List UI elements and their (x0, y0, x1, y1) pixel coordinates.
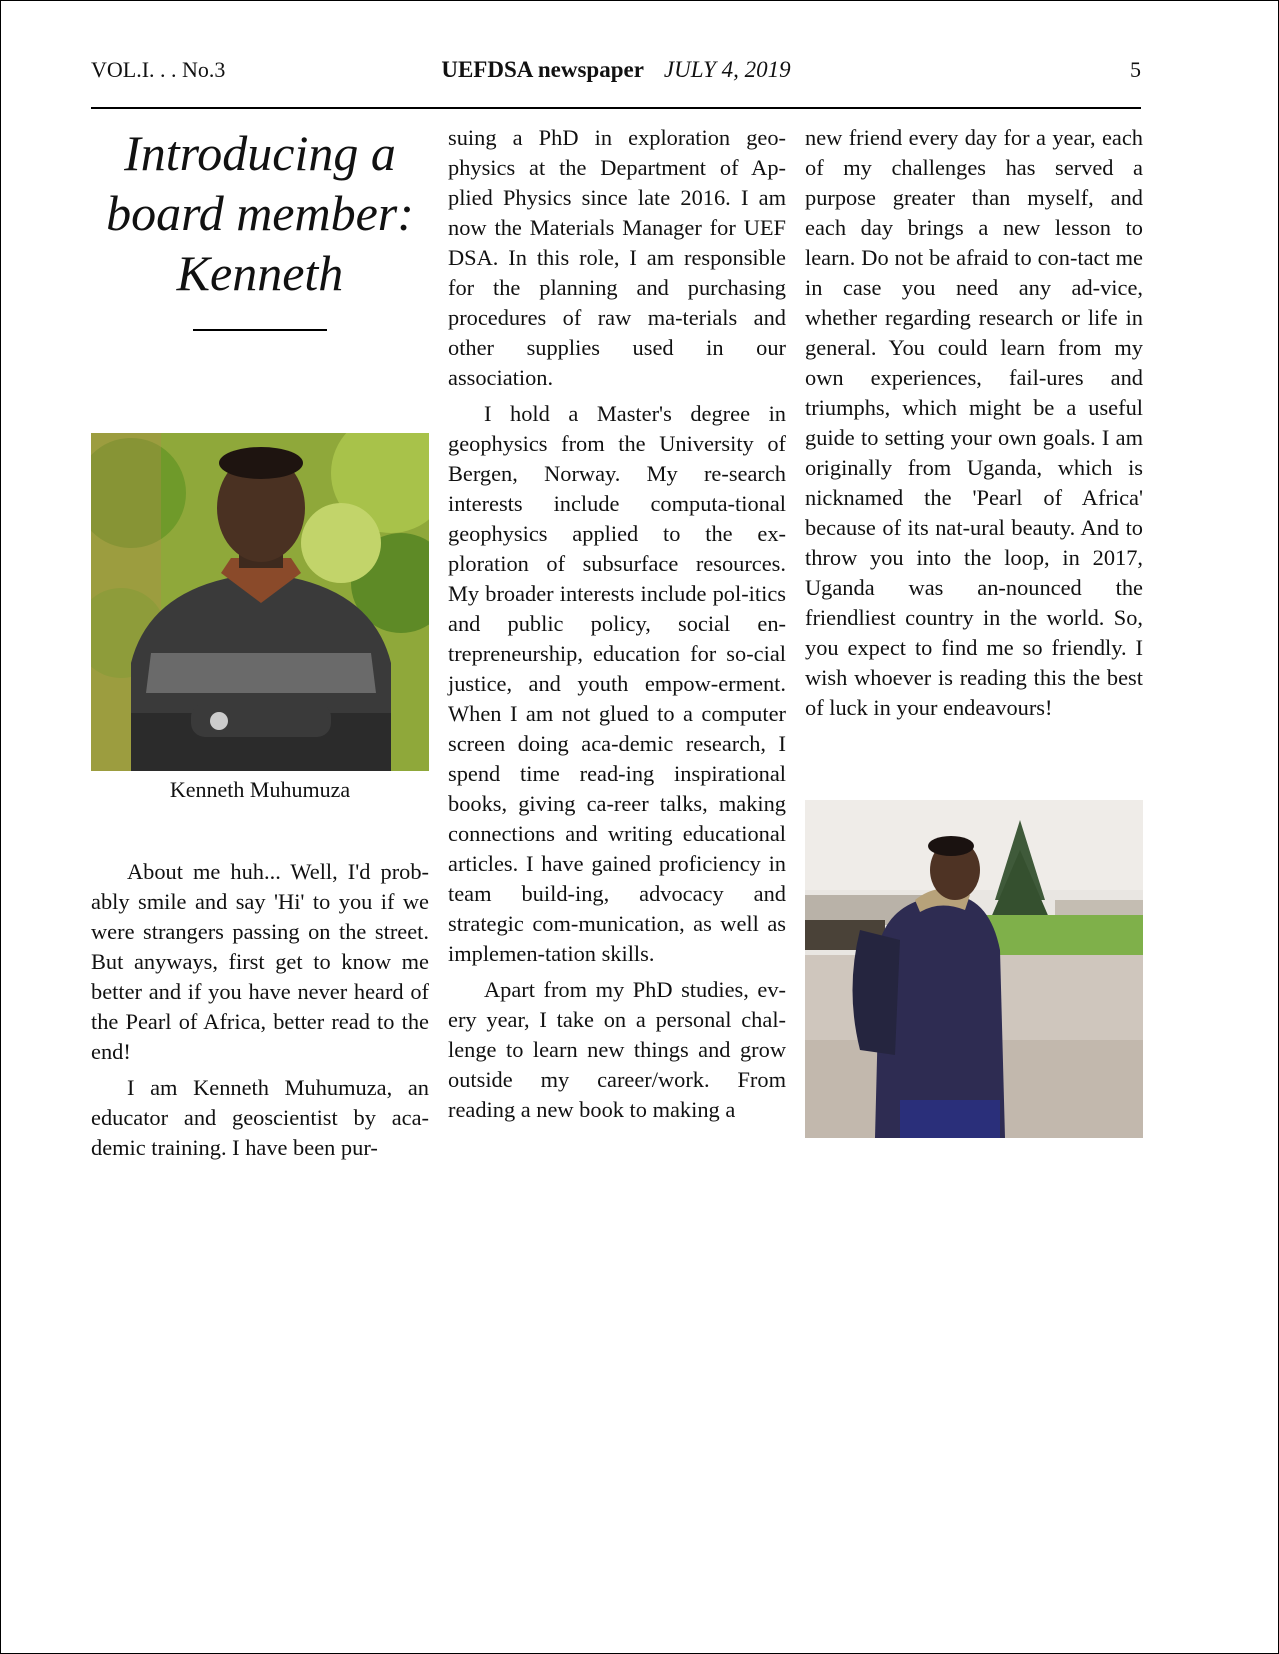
column-2-text (448, 123, 786, 1125)
page-number: 5 (1130, 57, 1141, 82)
headline-line-3: Kenneth (176, 245, 344, 301)
column-1 (91, 123, 429, 1160)
volume-number: VOL.I. . . No.3 (91, 57, 226, 82)
issue-date: JULY 4, 2019 (663, 57, 791, 82)
column-3 (805, 123, 1143, 729)
column-2 (448, 123, 786, 1131)
page-header (91, 57, 1141, 87)
paragraph-education-interests: I hold a Master's degree in geophysics from the University of Bergen, Norway. My re-search interests include computa-tional geophysics applied to the ex-ploration of subsurface resources. My broader interests include pol-itics and public policy, social en-trepreneurship, education for so-cial justice, and youth empow-erment. When I am not glued to a computer screen doing aca-demic research, I spend time read-ing inspirational books, giving ca-reer talks, making connections and writing educational articles. I have gained proficiency in team build-ing, advocacy and strategic com-munication, as well as implemen-tation skills. (448, 401, 786, 966)
portrait-photo (91, 433, 429, 771)
paragraph-about-me: About me huh... Well, I'd prob-ably smile and say 'Hi' to you if we were strangers passing on the street. But anyways, first get to know me better and if you have never heard of the Pearl of Africa, better read to the end! (91, 859, 429, 1064)
headline-divider (193, 329, 327, 331)
outdoor-photo (805, 800, 1143, 1138)
paragraph-uganda: new friend every day for a year, each of my challenges has served a purpose greater than myself, and each day brings a new lesson to learn. Do not be afraid to con-tact me in case you need any ad-vice, whether regarding research or life in general. You could learn from my own experiences, fail-ures and triumphs, which might be a useful guide to setting your own goals. I am originally from Uganda, which is nicknamed the 'Pearl of Africa' because of its nat-ural beauty. And to throw you into the loop, in 2017, Uganda was an-nounced the friendliest country in the world. So, you expect to find me so friendly. I wish whoever is reading this the best of luck in your endeavours! (805, 125, 1143, 720)
masthead (91, 57, 1141, 83)
article-headline (91, 123, 429, 303)
paragraph-personal-challenges: Apart from my PhD studies, ev-ery year, I take on a personal chal-lenge to learn new things and grow outside my career/work. From reading a new book to making a (448, 977, 786, 1122)
paragraph-phd-role: suing a PhD in exploration geo-physics at the Department of Ap-plied Physics since late 2016. I am now the Materials Manager for UEF DSA. In this role, I am responsible for the planning and purchasing procedures of raw ma-terials and other supplies used in our association. (448, 125, 786, 390)
column-1-text (91, 857, 429, 1169)
column-3-text (805, 123, 1143, 723)
header-rule (91, 107, 1141, 109)
portrait-caption: Kenneth Muhumuza (169, 777, 351, 802)
paragraph-introduction: I am Kenneth Muhumuza, an educator and geoscientist by aca-demic training. I have been pur- (91, 1075, 429, 1160)
newspaper-name: UEFDSA newspaper (441, 57, 644, 82)
headline-line-2: board member: (106, 185, 414, 241)
headline-line-1: Introducing a (124, 125, 396, 181)
